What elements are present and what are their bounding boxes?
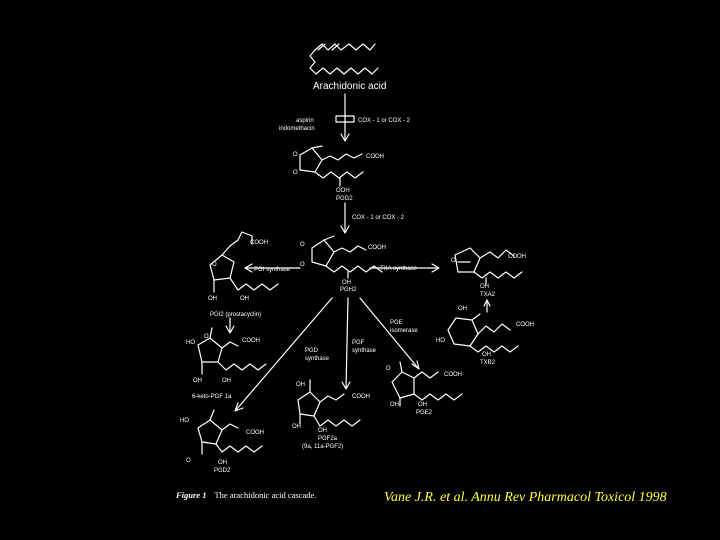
pgf2a-oh2: OH — [318, 428, 327, 434]
txb2-cooh: COOH — [516, 322, 534, 328]
figure-caption — [176, 490, 316, 500]
pgh2-cooh: COOH — [368, 245, 386, 251]
pgh2-label: PGH2 — [340, 287, 357, 293]
pgg2-o2: O — [293, 170, 298, 176]
txb2-label: TXB2 — [480, 360, 496, 366]
pge2-o: O — [386, 366, 391, 372]
aspirin-label: aspirin — [296, 118, 314, 124]
keto-o: O — [204, 334, 209, 340]
pgg2-ooh: OOH — [336, 188, 350, 194]
pgf-synthase-label2: synthase — [352, 348, 377, 354]
txa-synthase-label: TXA synthase — [380, 266, 418, 272]
txb2-oh2: OH — [482, 352, 491, 358]
pgg2-structure — [300, 146, 363, 186]
cox-enzyme-label: COX - 1 or COX - 2 — [358, 118, 411, 124]
pgd2-ho: HO — [180, 418, 189, 424]
arachidonic-acid-label: Arachidonic acid — [313, 81, 387, 92]
txa2-o: O — [451, 258, 456, 264]
pgd2-cooh: COOH — [246, 430, 264, 436]
figure-caption-text: The arachidonic acid cascade. — [214, 490, 317, 500]
pge-isomerase-label2: isomerase — [390, 328, 418, 334]
pgh2-oh: OH — [342, 280, 351, 286]
pge2-oh1: OH — [390, 402, 399, 408]
pgi-synthase-label: PGI synthase — [254, 267, 291, 273]
pgd-synthase-label2: synthase — [305, 356, 330, 362]
txb2-ho: HO — [436, 338, 445, 344]
pgg2-label: PGG2 — [336, 196, 353, 202]
pge2-label: PGE2 — [416, 410, 433, 416]
pgi2-oh1: OH — [208, 296, 217, 302]
pgi2-label: PGI2 (prostacyclin) — [210, 312, 262, 318]
txa2-label: TXA2 — [480, 292, 496, 298]
txb2-oh1: OH — [458, 306, 467, 312]
cox-step2-label: COX - 1 or COX - 2 — [352, 215, 405, 221]
pge2-structure — [392, 362, 462, 406]
pgf2a-alt-label: (9a, 11a-PGF2) — [302, 444, 344, 450]
pgf2a-oh-top: OH — [296, 382, 305, 388]
pgd-synthase-label1: PGD — [305, 348, 319, 354]
pgf2a-structure — [298, 380, 360, 426]
pgf2a-oh1: OH — [292, 424, 301, 430]
citation: Vane J.R. et al. Annu Rev Pharmacol Toxicol 1998 — [384, 490, 667, 505]
arrow-pgh2-to-pgf2a — [346, 298, 348, 388]
txa2-oh: OH — [480, 284, 489, 290]
pgd2-oh: OH — [218, 460, 227, 466]
keto-label: 6-keto-PGF 1a — [192, 394, 232, 400]
pgg2-cooh: COOH — [366, 154, 384, 160]
keto-ho: HO — [186, 340, 195, 346]
pgi2-o: O — [212, 262, 217, 268]
keto-cooh: COOH — [242, 338, 260, 344]
arachidonic-acid-structure — [310, 44, 378, 74]
pgh2-o2: O — [300, 262, 305, 268]
pgh2-structure — [312, 236, 382, 278]
pgi2-oh2: OH — [240, 296, 249, 302]
keto-oh1: OH — [193, 378, 202, 384]
pgf2a-cooh: COOH — [352, 394, 370, 400]
pgh2-o1: O — [300, 242, 305, 248]
figure-label: Figure 1 — [176, 490, 207, 500]
pgg2-o1: O — [293, 152, 298, 158]
pgd2-label: PGD2 — [214, 468, 231, 474]
pgf2a-label: PGF2a — [318, 436, 338, 442]
keto-oh2: OH — [222, 378, 231, 384]
txa2-cooh: COOH — [508, 254, 526, 260]
pgi2-cooh: COOH — [250, 240, 268, 246]
pgf-synthase-label1: PGF — [352, 340, 365, 346]
pge2-cooh: COOH — [444, 372, 462, 378]
indomethacin-label: indomethacin — [279, 126, 315, 132]
pge2-oh2: OH — [418, 402, 427, 408]
pge-isomerase-label1: PGE — [390, 320, 403, 326]
pgd2-o: O — [186, 458, 191, 464]
